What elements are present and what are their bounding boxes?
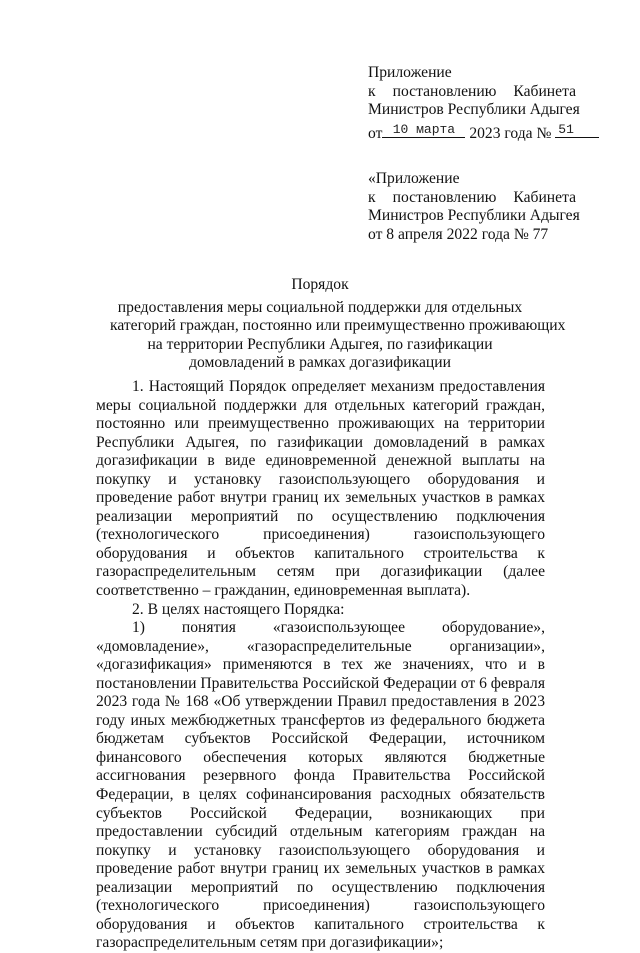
date-fill-line [382, 120, 465, 138]
date-suffix: 2023 года № [469, 124, 552, 142]
quoted-resolution-line: к постановлению Кабинета [368, 188, 576, 206]
number-fill-line [555, 120, 599, 138]
title-line-3: на территории Республики Адыгея, по газификации [147, 335, 493, 353]
appendix-label: Приложение [368, 64, 452, 81]
title-line-2: категорий граждан, постоянно или преимущественно проживающих [110, 317, 566, 335]
title-line-1: предоставления меры социальной поддержки для отдельных [117, 298, 523, 316]
handwritten-date: 10 марта [392, 121, 456, 137]
document-title [110, 276, 566, 373]
paragraph-3: 1) понятия «газоиспользующее оборудование», «домовладение», «газораспределительные организации», «догазификация» применяются в тех же значениях, что и в постановлении Правительства Российской Федерации от 6 февраля 2023 года № 168 «Об утверждении Правил предоставления в 2023 году иных межбюджетных трансфертов из федерального бюджета бюджетам субъектов Российской Федерации, источником финансового обеспечения которых являются бюджетные ассигнования резервного фонда Правительства Российской Федерации, в целях софинансирования расходных обязательств субъектов Российской Федерации, возникающих при предоставлении субсидий отдельным категориям граждан на покупку и установку газоиспользующего оборудования и проведение работ внутри границ их земельных участков в рамках реализации мероприятий по осуществлению подключения (технологического присоединения) газоиспользующего оборудования и объектов капитального строительства к газораспределительным сетям при догазификации»; [96, 619, 545, 952]
quoted-appendix-label: «Приложение [368, 170, 460, 187]
title-main: Порядок [291, 276, 349, 293]
quoted-cabinet-line: Министров Республики Адыгея [368, 207, 580, 225]
document-body [96, 378, 545, 953]
quoted-date-line: от 8 апреля 2022 года № 77 [368, 225, 549, 243]
paragraph-1: 1. Настоящий Порядок определяет механизм предоставления меры социальной поддержки для отдельных категорий граждан, постоянно или преимущественно проживающих на территории Республики Адыгея, по газификации домовладений в рамках догазификации в виде единовременной денежной выплаты на покупку и установку газоиспользующего оборудования и проведение работ внутри границ их земельных участков в рамках реализации мероприятий по осуществлению подключения (технологического присоединения) газоиспользующего оборудования и объектов капитального строительства к газораспределительным сетям при догазификации (далее соответственно – гражданин, единовременная выплата). [96, 378, 545, 600]
appendix-date-line [368, 120, 576, 144]
appendix-header [368, 64, 580, 143]
paragraph-2: 2. В целях настоящего Порядка: [132, 600, 345, 618]
appendix-quoted [368, 170, 580, 244]
appendix-resolution-line: к постановлению Кабинета [368, 82, 576, 100]
date-prefix: от [368, 124, 383, 142]
title-line-4: домовладений в рамках догазификации [189, 354, 451, 372]
handwritten-number: 51 [558, 121, 574, 137]
appendix-cabinet-line: Министров Республики Адыгея [368, 101, 580, 119]
